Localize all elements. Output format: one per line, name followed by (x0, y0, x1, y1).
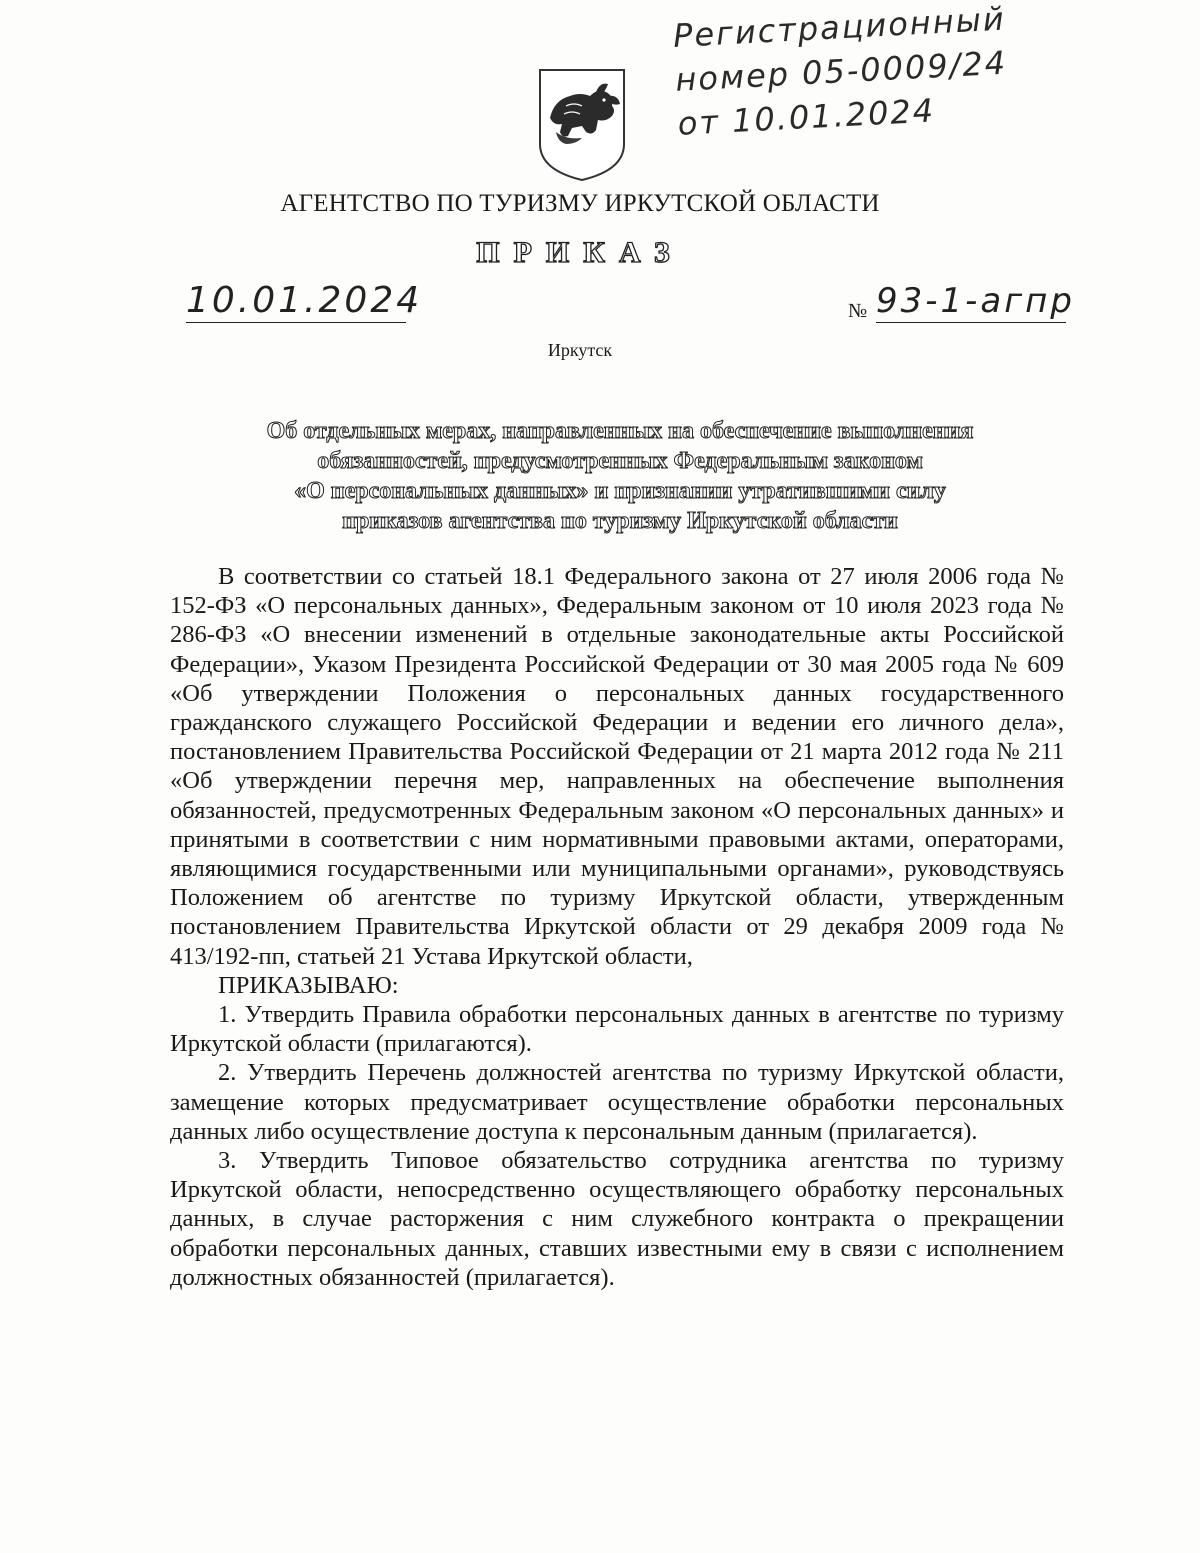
irkutsk-coat-of-arms-icon (536, 66, 628, 184)
subject-line: Об отдельных мерах, направленных на обеспечение выполнения (266, 418, 974, 444)
order-number: 93-1-агпр (876, 281, 1075, 321)
preamble-paragraph: В соответствии со статьей 18.1 Федерального закона от 27 июля 2006 года № 152-ФЗ «О персональных данных», Федеральным законом от 10 июля 2023 года № 286-ФЗ «О внесении изменений в отдельные законодательные акты Российской Федерации», Указом Президента Российской Федерации от 30 мая 2005 года № 609 «Об утверждении Положения о персональных данных государственного гражданского служащего Российской Федерации и ведении его личного дела», постановлением Правительства Российской Федерации от 21 марта 2012 года № 211 «Об утверждении перечня мер, направленных на обеспечение выполнения обязанностей, предусмотренных Федеральным законом «О персональных данных» и принятыми в соответствии с ним нормативными правовыми актами, операторами, являющимися государственными или муниципальными органами», руководствуясь Положением об агентстве по туризму Иркутской области, утвержденным постановлением Правительства Иркутской области от 29 декабря 2009 года № 413/192-пп, статьей 21 Устава Иркутской области, (170, 563, 1064, 970)
city-name: Иркутск (547, 340, 613, 360)
registration-note-line: Регистрационный (672, 0, 1007, 55)
document-type-title: ПРИКАЗ (476, 236, 684, 269)
agency-name: АГЕНТСТВО ПО ТУРИЗМУ ИРКУТСКОЙ ОБЛАСТИ (280, 190, 880, 217)
order-item-3: 3. Утвердить Типовое обязательство сотрудника агентства по туризму Иркутской области, непосредственно осуществляющего обработку персональных данных, в случае расторжения с ним служебного контракта о прекращении обработки персональных данных, ставших известными ему в связи с исполнением должностных обязанностей (прилагается). (170, 1147, 1064, 1291)
order-item-2: 2. Утвердить Перечень должностей агентства по туризму Иркутской области, замещение которых предусматривает осуществление обработки персональных данных либо осуществление доступа к персональным данным (прилагается). (170, 1059, 1064, 1145)
document-body (170, 562, 1064, 1292)
registration-note-line: от 10.01.2024 (676, 91, 937, 143)
registration-note-line: номер 05-0009/24 (674, 43, 1009, 99)
registration-note (672, 0, 1098, 146)
order-number-label: № (848, 300, 868, 322)
order-word: ПРИКАЗЫВАЮ: (218, 971, 399, 999)
subject-line: приказов агентства по туризму Иркутской области (342, 508, 898, 534)
order-subject (180, 416, 1060, 536)
subject-line: обязанностей, предусмотренных Федеральным законом (317, 448, 923, 474)
subject-line: «О персональных данных» и признании утратившими силу (294, 478, 946, 504)
order-date: 10.01.2024 (186, 280, 423, 321)
order-item-1: 1. Утвердить Правила обработки персональных данных в агентстве по туризму Иркутской области (прилагаются). (170, 1001, 1064, 1058)
